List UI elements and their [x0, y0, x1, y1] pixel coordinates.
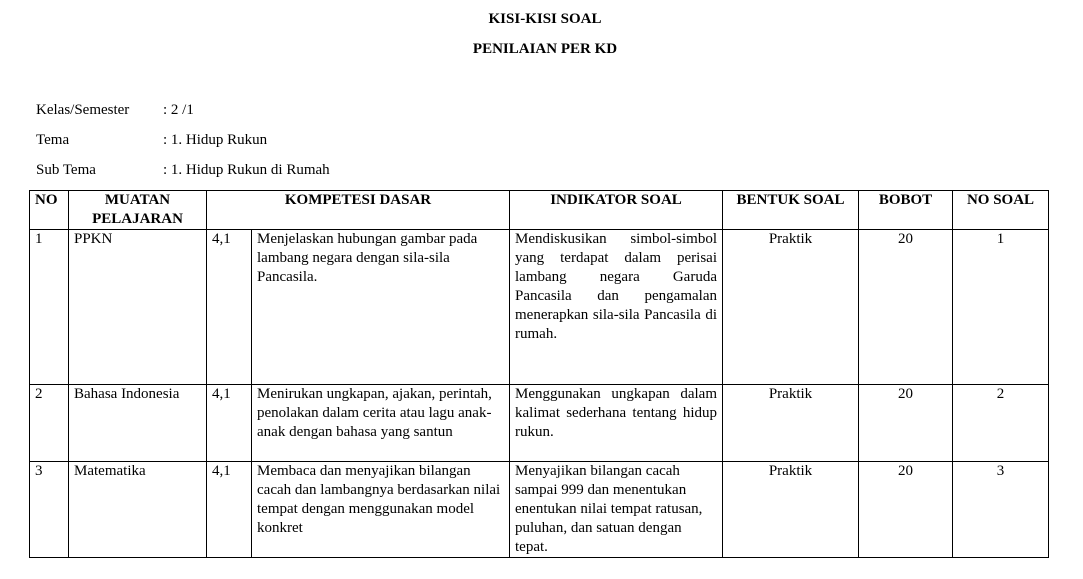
- cell-bobot: 20: [859, 230, 953, 385]
- cell-muatan: Bahasa Indonesia: [69, 385, 207, 462]
- header-no-soal: NO SOAL: [953, 191, 1049, 230]
- cell-no: 3: [30, 462, 69, 558]
- header-bobot: BOBOT: [859, 191, 953, 230]
- cell-kompetensi: Menjelaskan hubungan gambar pada lambang negara dengan sila-sila Pancasila.: [252, 230, 510, 385]
- kisi-kisi-table: [29, 190, 1049, 558]
- table-row: [30, 462, 1049, 558]
- cell-no: 2: [30, 385, 69, 462]
- cell-muatan: PPKN: [69, 230, 207, 385]
- cell-no-soal: 3: [953, 462, 1049, 558]
- meta-label: Sub Tema: [36, 162, 96, 178]
- cell-kd-number: 4,1: [207, 385, 252, 462]
- table-row: [30, 230, 1049, 385]
- table-row: [30, 385, 1049, 462]
- table-header-row: [30, 191, 1049, 230]
- cell-bentuk: Praktik: [723, 230, 859, 385]
- header-no: NO: [30, 191, 69, 230]
- cell-kd-number: 4,1: [207, 230, 252, 385]
- cell-kompetensi: Membaca dan menyajikan bilangan cacah dan lambangnya berdasarkan nilai tempat dengan menggunakan model konkret: [252, 462, 510, 558]
- cell-kompetensi: Menirukan ungkapan, ajakan, perintah, penolakan dalam cerita atau lagu anak-anak dengan bahasa yang santun: [252, 385, 510, 462]
- cell-no: 1: [30, 230, 69, 385]
- cell-bobot: 20: [859, 385, 953, 462]
- cell-no-soal: 2: [953, 385, 1049, 462]
- header-kompetensi-dasar: KOMPETESI DASAR: [207, 191, 510, 230]
- header-indikator-soal: INDIKATOR SOAL: [510, 191, 723, 230]
- cell-kd-number: 4,1: [207, 462, 252, 558]
- cell-muatan: Matematika: [69, 462, 207, 558]
- meta-label: Tema: [36, 132, 70, 148]
- header-bentuk-soal: BENTUK SOAL: [723, 191, 859, 230]
- header-muatan-pelajaran: MUATAN PELAJARAN: [69, 191, 207, 230]
- meta-value: : 1. Hidup Rukun di Rumah: [163, 162, 330, 178]
- cell-indikator: Mendiskusikan simbol-simbol yang terdapat dalam perisai lambang negara Garuda Pancasila dan pengamalan menerapkan sila-sila Pancasila di rumah.: [510, 230, 723, 385]
- cell-bobot: 20: [859, 462, 953, 558]
- meta-value: : 1. Hidup Rukun: [163, 132, 268, 148]
- document-title: KISI-KISI SOAL: [488, 11, 602, 27]
- cell-no-soal: 1: [953, 230, 1049, 385]
- cell-bentuk: Praktik: [723, 462, 859, 558]
- meta-label: Kelas/Semester: [36, 102, 130, 118]
- document-subtitle: PENILAIAN PER KD: [472, 41, 618, 57]
- cell-bentuk: Praktik: [723, 385, 859, 462]
- meta-value: : 2 /1: [163, 102, 194, 118]
- cell-indikator: Menyajikan bilangan cacah sampai 999 dan menentukan enentukan nilai tempat ratusan, puluhan, dan satuan dengan tepat.: [510, 462, 723, 558]
- cell-indikator: Menggunakan ungkapan dalam kalimat sederhana tentang hidup rukun.: [510, 385, 723, 462]
